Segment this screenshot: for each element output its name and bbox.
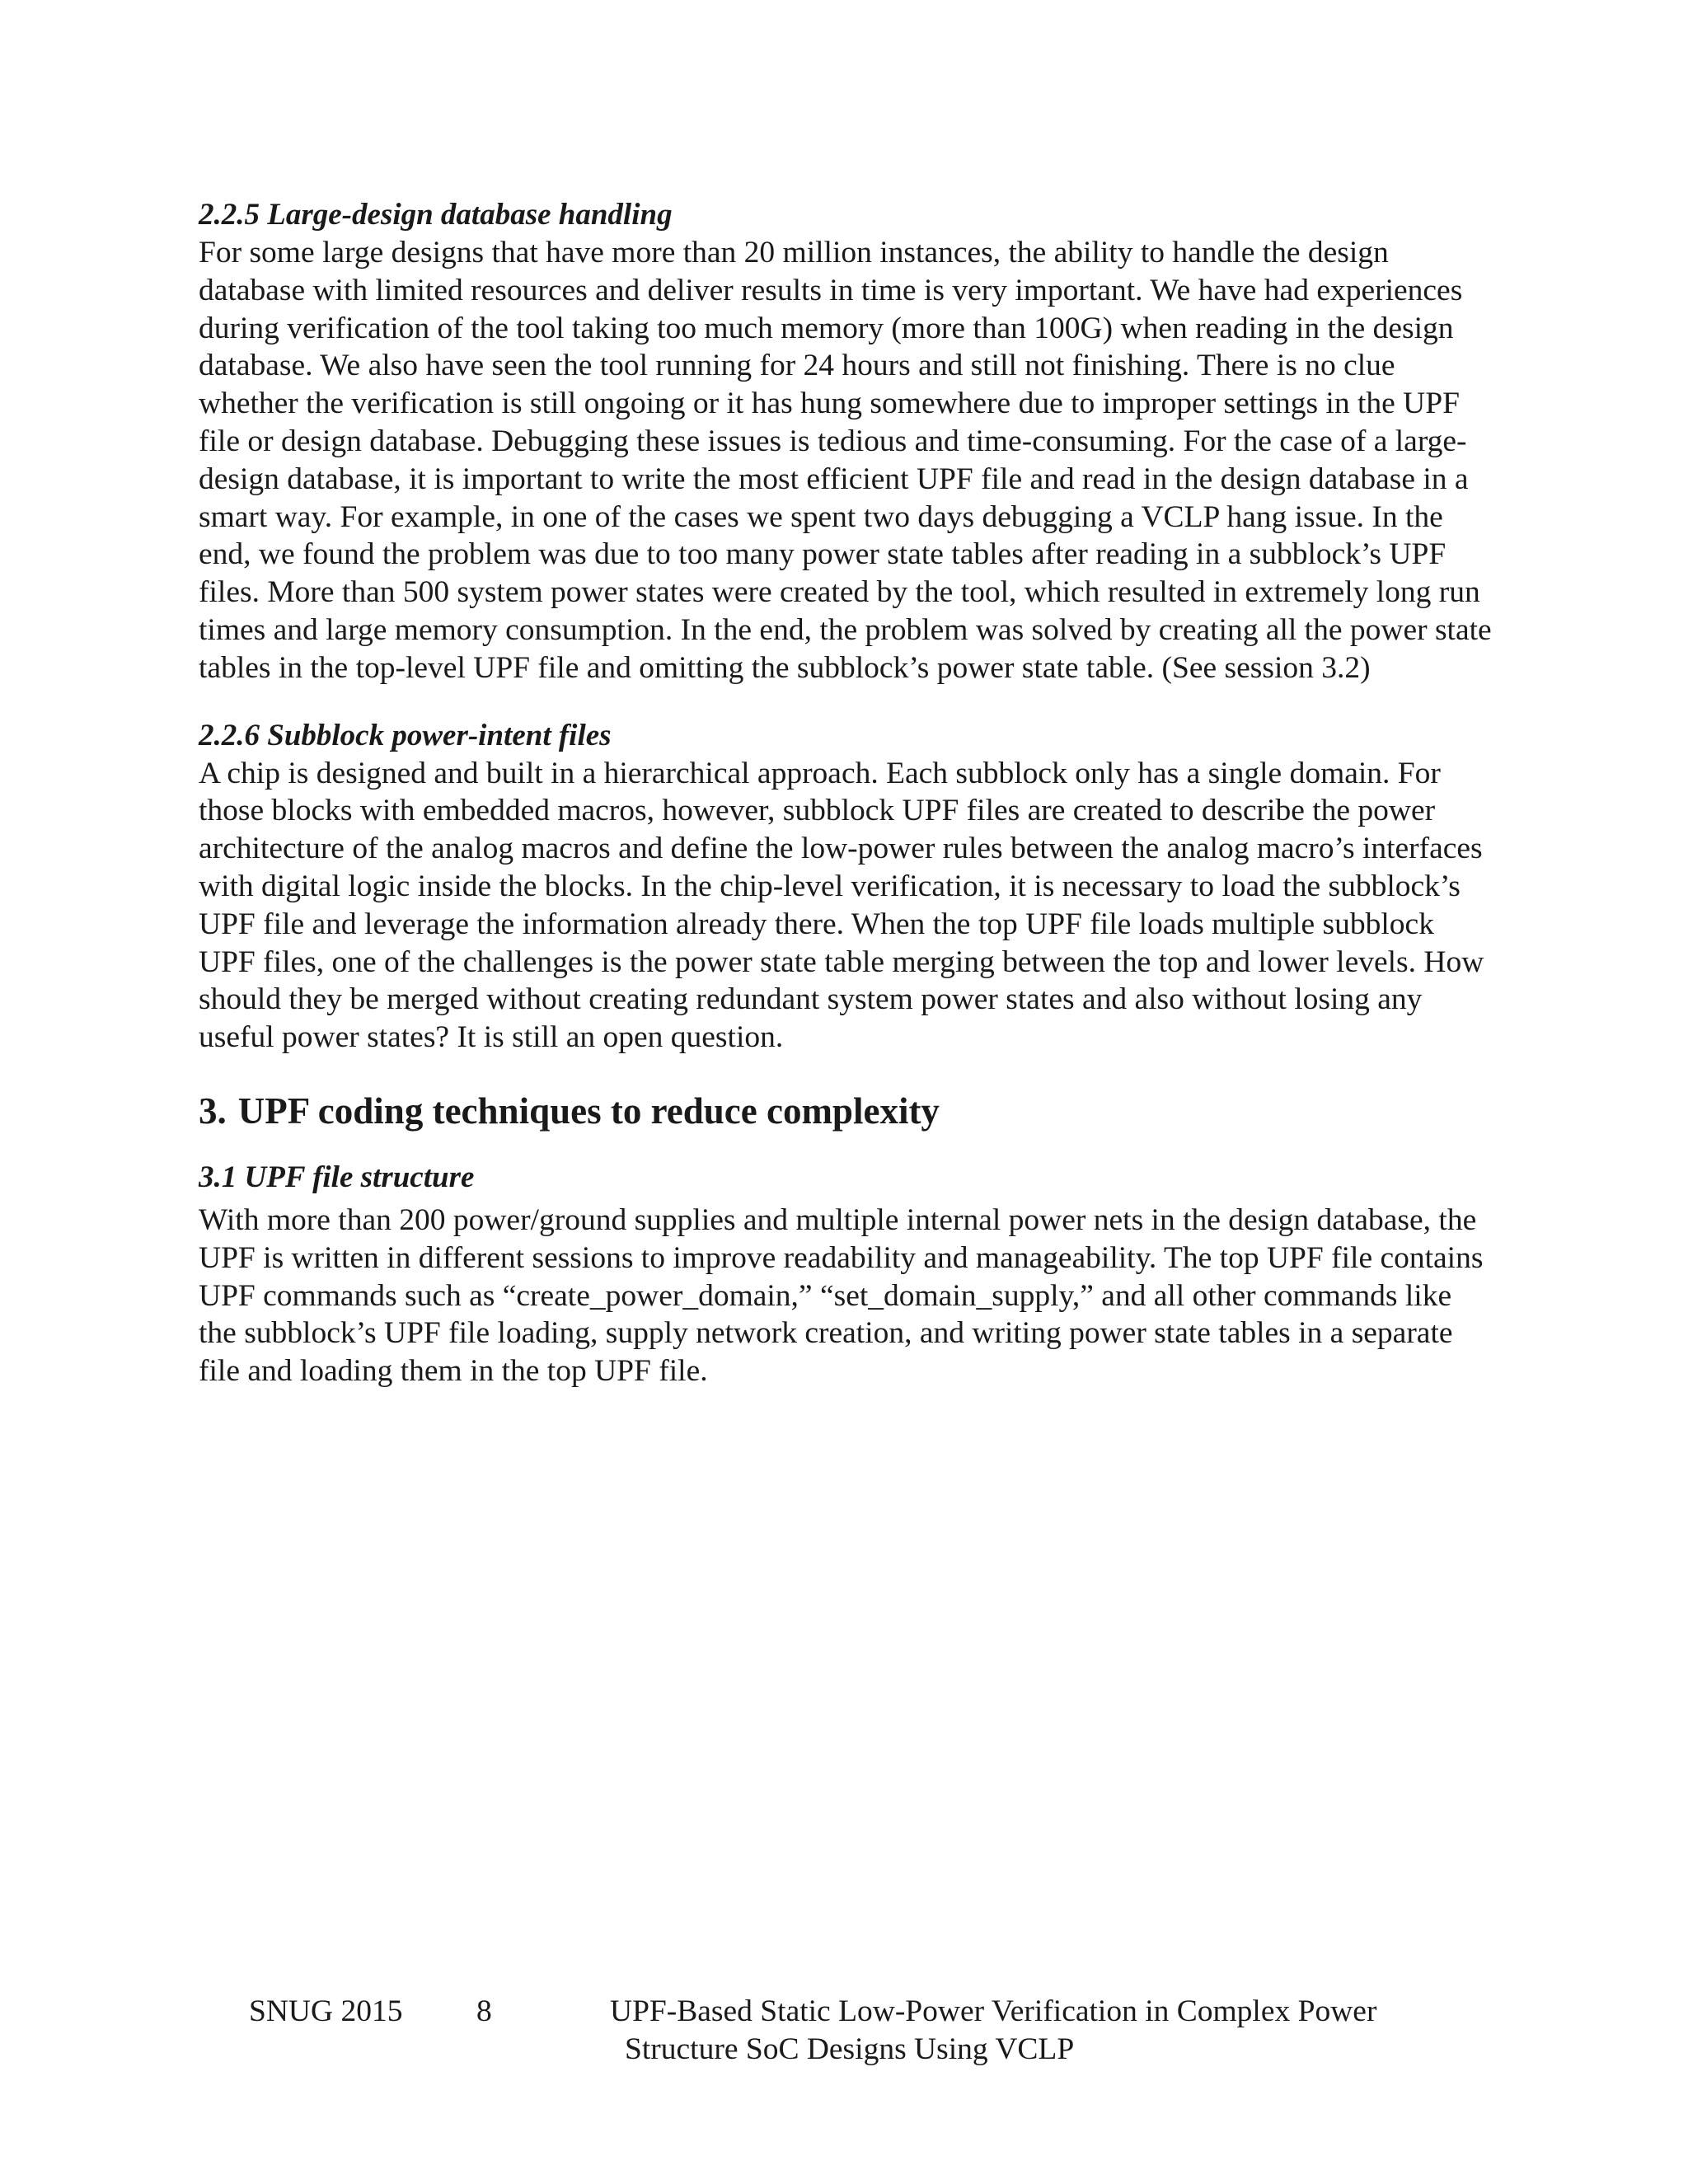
footer-title-line-1: UPF-Based Static Low-Power Verification in Complex Power: [610, 1994, 1377, 2028]
subsection-heading-2-2-6: 2.2.6 Subblock power-intent files: [199, 718, 612, 752]
paragraph-2-2-5: For some large designs that have more than 20 million instances, the ability to handle the design database with limited resources and deliver results in time is very important. We have had experiences during verification of the tool taking too much memory (more than 100G) when reading in the design database. We also have seen the tool running for 24 hours and still not finishing. There is no clue whether the verification is still ongoing or it has hung somewhere due to improper settings in the UPF file or design database. Debugging these issues is tedious and time-consuming. For the case of a large-design database, it is important to write the most efficient UPF file and read in the design database in a smart way. For example, in one of the cases we spent two days debugging a VCLP hang issue. In the end, we found the problem was due to too many power state tables after reading in a subblock’s UPF files. More than 500 system power states were created by the tool, which resulted in extremely long run times and large memory consumption. In the end, the problem was solved by creating all the power state tables in the top-level UPF file and omitting the subblock’s power state table. (See session 3.2): [199, 236, 1492, 685]
main-content: [199, 196, 1493, 1390]
subsection-heading-3-1: 3.1 UPF file structure: [199, 1160, 475, 1194]
paragraph-gap: [199, 687, 1493, 717]
footer-page-number: 8: [476, 1994, 492, 2028]
footer-title-line-2: Structure SoC Designs Using VCLP: [625, 2032, 1075, 2066]
section-number: 3.: [199, 1090, 227, 1132]
section-title: UPF coding techniques to reduce complexity: [237, 1090, 940, 1132]
paragraph-2-2-6: A chip is designed and built in a hierarchical approach. Each subblock only has a single domain. For those blocks with embedded macros, however, subblock UPF files are created to describe the power architecture of the analog macros and define the low-power rules between the analog macro’s interfaces with digital logic inside the blocks. In the chip-level verification, it is necessary to load the subblock’s UPF file and leverage the information already there. When the top UPF file loads multiple subblock UPF files, one of the challenges is the power state table merging between the top and lower levels. How should they be merged without creating redundant system power states and also without losing any useful power states? It is still an open question.: [199, 756, 1484, 1055]
footer-conference: SNUG 2015: [249, 1994, 403, 2028]
subsection-heading-2-2-5: 2.2.5 Large-design database handling: [199, 198, 673, 232]
section-heading-3: [199, 1088, 1493, 1134]
paragraph-3-1: With more than 200 power/ground supplies and multiple internal power nets in the design database, the UPF is written in different sessions to improve readability and manageability. The top UPF file contains UPF commands such as “create_power_domain,” “set_domain_supply,” and all other commands like the subblock’s UPF file loading, supply network creation, and writing power state tables in a separate file and loading them in the top UPF file.: [199, 1202, 1484, 1389]
